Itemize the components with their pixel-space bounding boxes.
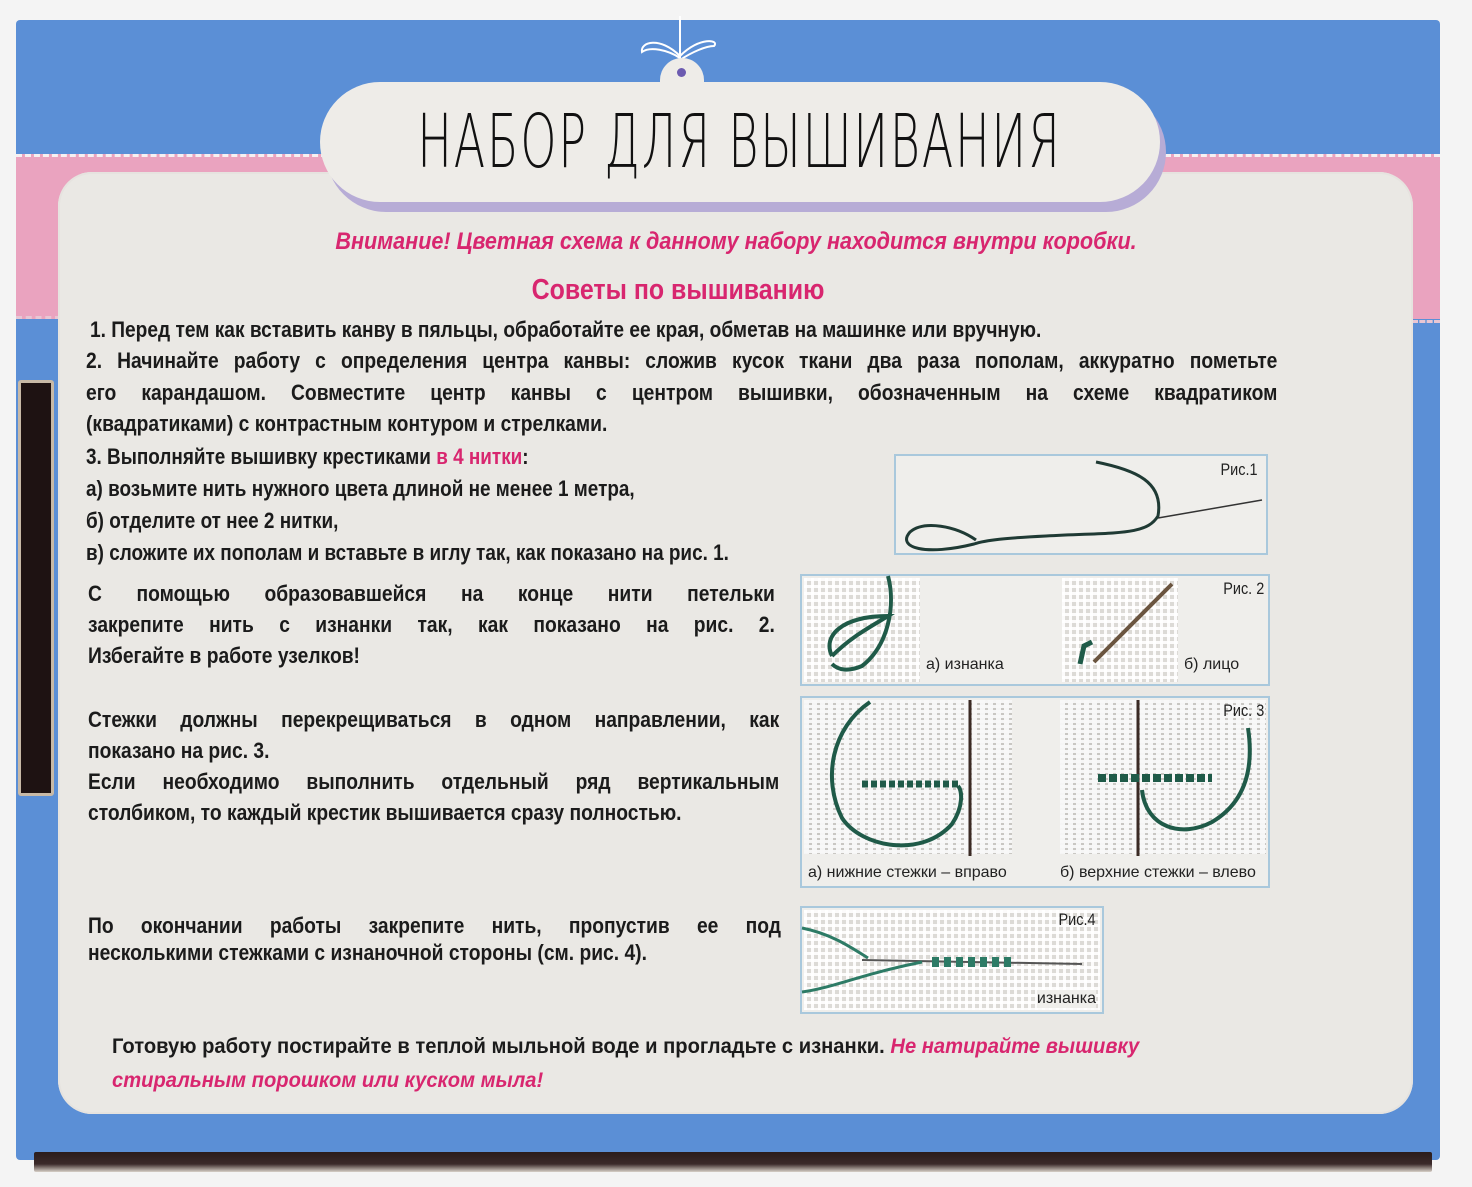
page-title: НАБОР ДЛЯ ВЫШИВАНИЯ (417, 99, 1063, 185)
thread-needle-icon (896, 456, 1266, 553)
figure-3-label: Рис. 3 (1222, 701, 1264, 720)
loop-line-1: С помощью образовавшейся на конце нити петельки (88, 581, 775, 606)
handle-slot-left (18, 380, 54, 796)
step-3-highlight: в 4 нитки (436, 444, 523, 469)
step-3a: а) возьмите нить нужного цвета длиной не менее 1 метра, (86, 476, 635, 501)
title-tag (320, 82, 1160, 202)
care-warning: Не натирайте вышивку стиральным порошком или куском мыла! (112, 1035, 1140, 1092)
figure-4-label: Рис.4 (1059, 910, 1096, 929)
section-heading: Советы по вышиванию (531, 274, 825, 306)
figure-2-caption-a: а) изнанка (926, 656, 1004, 673)
figure-2 (800, 574, 1270, 686)
cross-line-1: Стежки должны перекрещиваться в одном направлении, как (88, 707, 780, 732)
finish-line-2: несколькими стежками с изнаночной стороны (см. рис. 4). (88, 940, 647, 965)
stitch-line-right (1165, 154, 1440, 157)
tag-hole (677, 68, 686, 77)
figure-3-caption-a: а) нижние стежки – вправо (808, 864, 1007, 881)
step-3-text: 3. Выполняйте вышивку крестиками (86, 444, 437, 469)
step-2-line-1: 2. Начинайте работу с определения центра канвы: сложив кусок ткани два раза пополам, аккуратно пометьте (86, 348, 1278, 373)
cross-line-4: столбиком, то каждый крестик вышивается сразу полностью. (88, 800, 682, 825)
cross-stitch-left-icon (802, 698, 1268, 886)
loop-line-3: Избегайте в работе узелков! (88, 643, 360, 668)
box-bottom-edge (34, 1152, 1432, 1172)
finish-line-1: По окончании работы закрепите нить, пропустив ее под (88, 913, 781, 938)
step-2-line-3: (квадратиками) с контрастным контуром и стрелками. (86, 411, 608, 436)
step-3 (86, 441, 860, 473)
figure-2-caption-b: б) лицо (1184, 656, 1240, 673)
figure-1-label: Рис.1 (1221, 460, 1258, 479)
figure-4 (800, 906, 1104, 1014)
stitch-line-left-lower (16, 316, 61, 319)
step-3-colon: : (522, 444, 529, 469)
care-text: Готовую работу постирайте в теплой мыльной воде и прогладьте с изнанки. (112, 1035, 891, 1058)
cross-line-3: Если необходимо выполнить отдельный ряд вертикальным (88, 769, 780, 794)
step-3c: в) сложите их пополам и вставьте в иглу так, как показано на рис. 1. (86, 540, 729, 565)
loop-line-2: закрепите нить с изнанки так, как показано на рис. 2. (88, 612, 775, 637)
figure-3 (800, 696, 1270, 888)
warning-text: Внимание! Цветная схема к данному набору находится внутри коробки. (335, 228, 1137, 255)
cross-line-2: показано на рис. 3. (88, 738, 270, 763)
figure-1 (894, 454, 1268, 555)
figure-4-caption: изнанка (1036, 990, 1096, 1007)
stitch-line-right-lower (1412, 320, 1440, 323)
step-1: 1. Перед тем как вставить канву в пяльцы, обработайте ее края, обметав на машинке или вручную. (90, 317, 1042, 342)
step-3b: б) отделите от нее 2 нитки, (86, 508, 339, 533)
figure-3-caption-b: б) верхние стежки – влево (1060, 864, 1256, 881)
care-instructions (112, 1030, 1221, 1098)
stitch-line-left (16, 154, 336, 157)
step-2-line-2: его карандашом. Совместите центр канвы с центром вышивки, обозначенным на схеме квадратиком (86, 380, 1278, 405)
figure-2-label: Рис. 2 (1222, 579, 1264, 598)
